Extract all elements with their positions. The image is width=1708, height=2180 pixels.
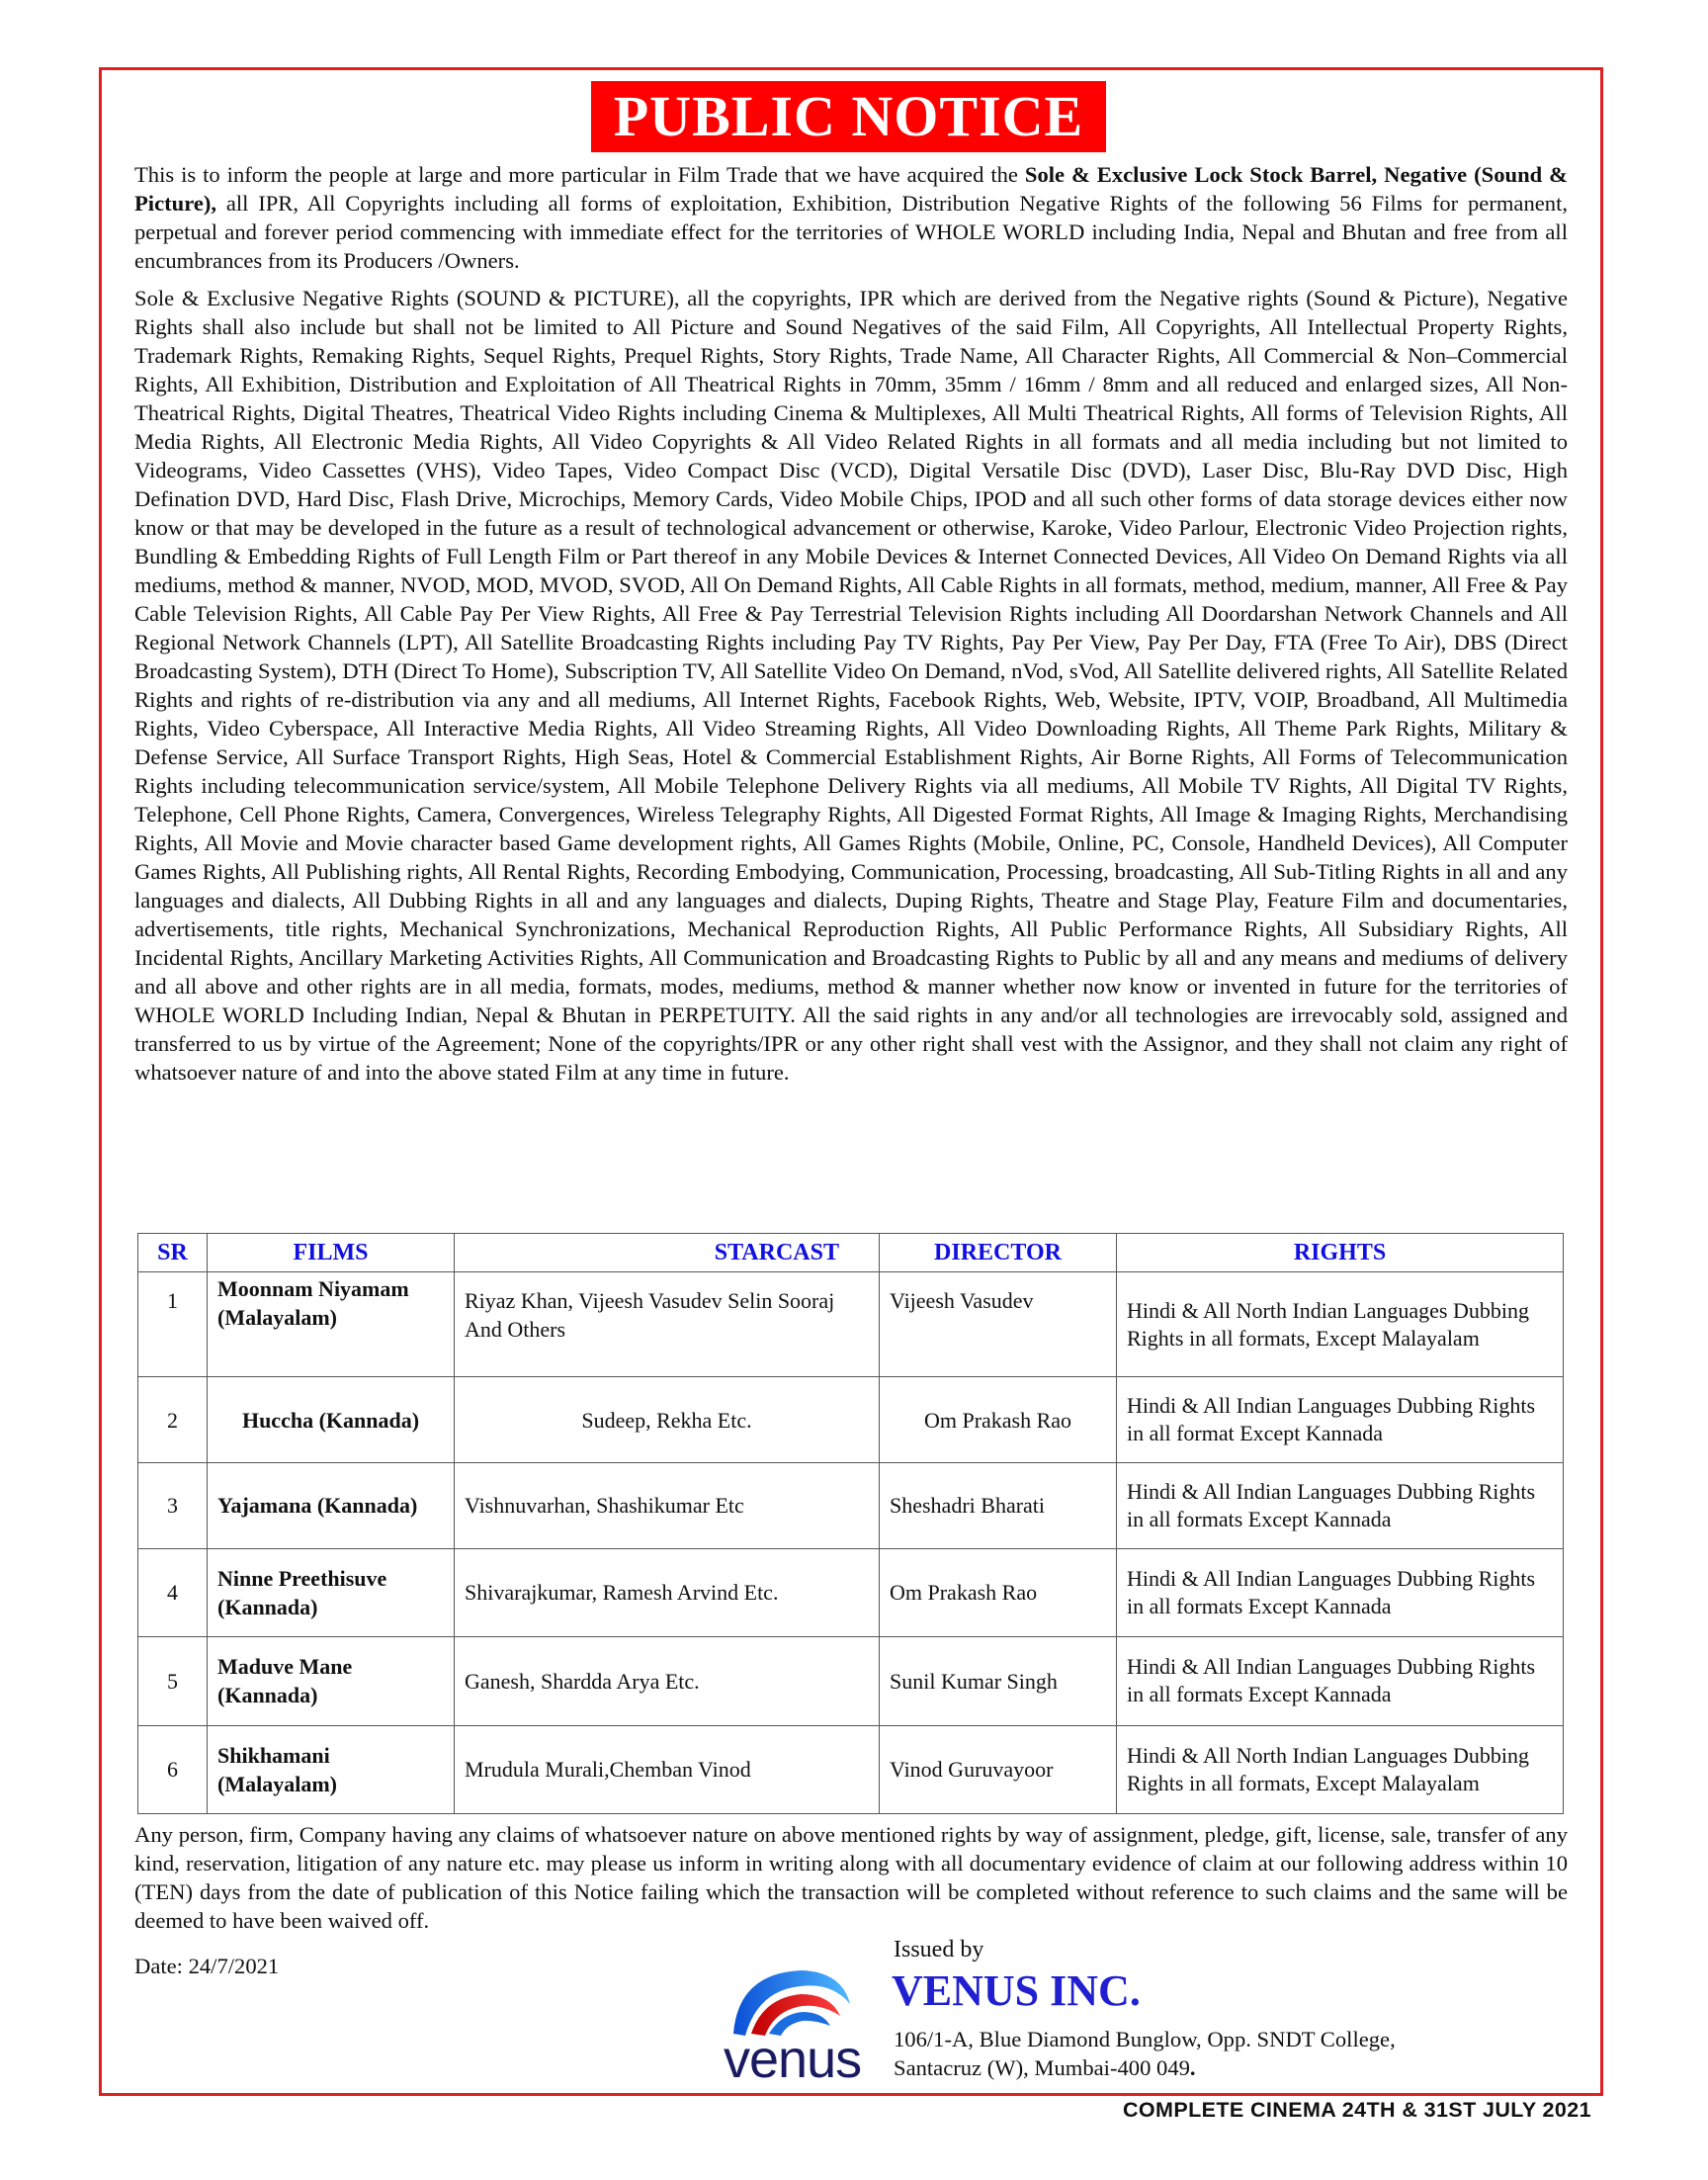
row-director: Sheshadri Bharati bbox=[880, 1463, 1117, 1549]
row-sr: 6 bbox=[138, 1725, 208, 1813]
row-starcast: Mrudula Murali,Chemban Vinod bbox=[455, 1725, 880, 1813]
row-rights: Hindi & All Indian Languages Dubbing Rights in all formats Except Kannada bbox=[1117, 1548, 1564, 1636]
row-sr: 2 bbox=[138, 1377, 208, 1463]
table-row bbox=[138, 1463, 1564, 1549]
header-films: FILMS bbox=[208, 1234, 455, 1272]
row-film: Shikhamani (Malayalam) bbox=[208, 1725, 455, 1813]
table-row bbox=[138, 1272, 1564, 1377]
row-sr: 1 bbox=[138, 1272, 208, 1377]
row-director: Vinod Guruvayoor bbox=[880, 1725, 1117, 1813]
row-director: Vijeesh Vasudev bbox=[880, 1272, 1117, 1377]
header-director: DIRECTOR bbox=[880, 1234, 1117, 1272]
intro-paragraph bbox=[134, 160, 1568, 275]
address-city: Santacruz (W), Mumbai-400 049 bbox=[894, 2055, 1190, 2080]
row-film: Yajamana (Kannada) bbox=[208, 1463, 455, 1549]
address-line-2 bbox=[894, 2053, 1396, 2082]
row-director: Om Prakash Rao bbox=[880, 1377, 1117, 1463]
films-table bbox=[137, 1233, 1564, 1814]
row-starcast: Riyaz Khan, Vijeesh Vasudev Selin Sooraj And Others bbox=[455, 1272, 880, 1377]
claims-paragraph: Any person, firm, Company having any claims of whatsoever nature on above mentioned rights by way of assignment, pledge, gift, license, sale, transfer of any kind, reservation, litigation of any nature etc. may please us inform in writing along with all documentary evidence of claim at our following address within 10 (TEN) days from the date of publication of this Notice failing which the transaction will be completed without reference to such claims and the same will be deemed to have been waived off. bbox=[134, 1822, 1568, 1933]
table-row bbox=[138, 1548, 1564, 1636]
row-sr: 3 bbox=[138, 1463, 208, 1549]
table-row bbox=[138, 1725, 1564, 1813]
header-starcast: STARCAST bbox=[455, 1234, 880, 1272]
row-director: Sunil Kumar Singh bbox=[880, 1637, 1117, 1725]
intro-text-bold: Sole & Exclusive Lock Stock Barrel, Negative (Sound & Picture), bbox=[134, 162, 1569, 216]
table-header-row bbox=[138, 1234, 1564, 1272]
venus-logo-text: venus bbox=[724, 2030, 862, 2089]
notice-date: Date: 24/7/2021 bbox=[134, 1954, 280, 1978]
address-line-1 bbox=[894, 2025, 1396, 2053]
row-rights: Hindi & All North Indian Languages Dubbing Rights in all formats, Except Malayalam bbox=[1117, 1725, 1564, 1813]
notice-title: PUBLIC NOTICE bbox=[591, 81, 1106, 152]
header-rights: RIGHTS bbox=[1117, 1234, 1564, 1272]
row-rights: Hindi & All Indian Languages Dubbing Rights in all formats Except Kannada bbox=[1117, 1637, 1564, 1725]
issuer-name: VENUS INC. bbox=[892, 1966, 1141, 2015]
row-director: Om Prakash Rao bbox=[880, 1548, 1117, 1636]
address-street: Blue Diamond Bunglow, Opp. SNDT College, bbox=[973, 2027, 1396, 2051]
row-sr: 5 bbox=[138, 1637, 208, 1725]
table-row bbox=[138, 1377, 1564, 1463]
row-film: Maduve Mane (Kannada) bbox=[208, 1637, 455, 1725]
row-starcast: Vishnuvarhan, Shashikumar Etc bbox=[455, 1463, 880, 1549]
row-film: Moonnam Niyamam (Malayalam) bbox=[208, 1272, 455, 1377]
issued-by-label: Issued by bbox=[894, 1937, 984, 1962]
row-film: Ninne Preethisuve (Kannada) bbox=[208, 1548, 455, 1636]
publication-footer: COMPLETE CINEMA 24TH & 31ST JULY 2021 bbox=[1122, 2098, 1591, 2122]
row-sr: 4 bbox=[138, 1548, 208, 1636]
intro-text-2: all IPR, All Copyrights including all forms of exploitation, Exhibition, Distribution Negative Rights of the following 56 Films for permanent, perpetual and forever period commencing with immediate effect for the territories of WHOLE WORLD including India, Nepal and Bhutan and free from all encumbrances from its Producers /Owners. bbox=[134, 191, 1568, 273]
intro-text-1: This is to inform the people at large and more particular in Film Trade that we have acquired the bbox=[134, 162, 1025, 187]
row-starcast: Sudeep, Rekha Etc. bbox=[455, 1377, 880, 1463]
row-starcast: Ganesh, Shardda Arya Etc. bbox=[455, 1637, 880, 1725]
issuer-address bbox=[894, 2025, 1396, 2082]
row-rights: Hindi & All Indian Languages Dubbing Rights in all format Except Kannada bbox=[1117, 1377, 1564, 1463]
row-rights: Hindi & All North Indian Languages Dubbing Rights in all formats, Except Malayalam bbox=[1117, 1272, 1564, 1377]
table-row bbox=[138, 1637, 1564, 1725]
row-film: Huccha (Kannada) bbox=[208, 1377, 455, 1463]
address-number: 106/1-A, bbox=[894, 2027, 974, 2051]
rights-paragraph: Sole & Exclusive Negative Rights (SOUND & PICTURE), all the copyrights, IPR which are derived from the Negative rights (Sound & Picture), Negative Rights shall also include but shall not be limited to All Picture and Sound Negatives of the said Film, All Copyrights, All Intellectual Property Rights, Trademark Rights, Remaking Rights, Sequel Rights, Prequel Rights, Story Rights, Trade Name, All Character Rights, All Commercial & Non–Commercial Rights, All Exhibition, Distribution and Exploitation of All Theatrical Rights in 70mm, 35mm / 16mm / 8mm and all reduced and enlarged sizes, All Non-Theatrical Rights, Digital Theatres, Theatrical Video Rights including Cinema & Multiplexes, All Multi Theatrical Rights, All forms of Television Rights, All Media Rights, All Electronic Media Rights, All Video Copyrights & All Video Related Rights in all formats and all media including but not limited to Videograms, Video Cassettes (VHS), Video Tapes, Video Compact Disc (VCD), Digital Versatile Disc (DVD), Laser Disc, Blu-Ray DVD Disc, High Defination DVD, Hard Disc, Flash Drive, Microchips, Memory Cards, Video Mobile Chips, IPOD and all such other forms of data storage devices either now know or that may be developed in the future as a result of technological advancement or otherwise, Karoke, Video Parlour, Electronic Video Projection rights, Bundling & Embedding Rights of Full Length Film or Part thereof in any Mobile Devices & Internet Connected Devices, All Video On Demand Rights via all mediums, method & manner, NVOD, MOD, MVOD, SVOD, All On Demand Rights, All Cable Rights in all formats, method, medium, manner, All Free & Pay Cable Television Rights, All Cable Pay Per View Rights, All Free & Pay Terrestrial Television Rights including All Doordarshan Network Channels and All Regional Network Channels (LPT), All Satellite Broadcasting Rights including Pay TV Rights, Pay Per View, Pay Per Day, FTA (Free To Air), DBS (Direct Broadcasting System), DTH (Direct To Home), Subscription TV, All Satellite Video On Demand, nVod, sVod, All Satellite delivered rights, All Satellite Related Rights and rights of re-distribution via any and all mediums, All Internet Rights, Facebook Rights, Web, Website, IPTV, VOIP, Broadband, All Multimedia Rights, Video Cyberspace, All Interactive Media Rights, All Video Streaming Rights, All Video Downloading Rights, All Theme Park Rights, Military & Defense Service, All Surface Transport Rights, High Seas, Hotel & Commercial Establishment Rights, Air Borne Rights, All Forms of Telecommunication Rights including telecommunication service/system, All Mobile Telephone Delivery Rights via all mediums, All Mobile TV Rights, All Digital TV Rights, Telephone, Cell Phone Rights, Camera, Convergences, Wireless Telegraphy Rights, All Digested Format Rights, All Image & Imaging Rights, Merchandising Rights, All Movie and Movie character based Game development rights, All Games Rights (Mobile, Online, PC, Console, Handheld Devices), All Computer Games Rights, All Publishing rights, All Rental Rights, Recording Embodying, Communication, Processing, broadcasting, All Sub-Titling Rights in all and any languages and dialects, All Dubbing Rights in all and any languages and dialects, Duping Rights, Theatre and Stage Play, Feature Film and documentaries, advertisements, title rights, Mechanical Synchronizations, Mechanical Reproduction Rights, All Public Performance Rights, All Subsidiary Rights, All Incidental Rights, Ancillary Marketing Activities Rights, All Communication and Broadcasting Rights to Public by all and any means and mediums of delivery and all above and other rights are in all media, formats, modes, mediums, method & manner whether now know or invented in future for the territories of WHOLE WORLD Including Indian, Nepal & Bhutan in PERPETUITY. All the said rights in any and/or all technologies are irrevocably sold, assigned and transferred to us by virtue of the Agreement; None of the copyrights/IPR or any other right shall vest with the Assignor, and they shall not claim any right of whatsoever nature of and into the above stated Film at any time in future. bbox=[134, 286, 1568, 1085]
row-rights: Hindi & All Indian Languages Dubbing Rights in all formats Except Kannada bbox=[1117, 1463, 1564, 1549]
header-sr: SR bbox=[138, 1234, 208, 1272]
row-starcast: Shivarajkumar, Ramesh Arvind Etc. bbox=[455, 1548, 880, 1636]
address-end: . bbox=[1189, 2055, 1196, 2080]
